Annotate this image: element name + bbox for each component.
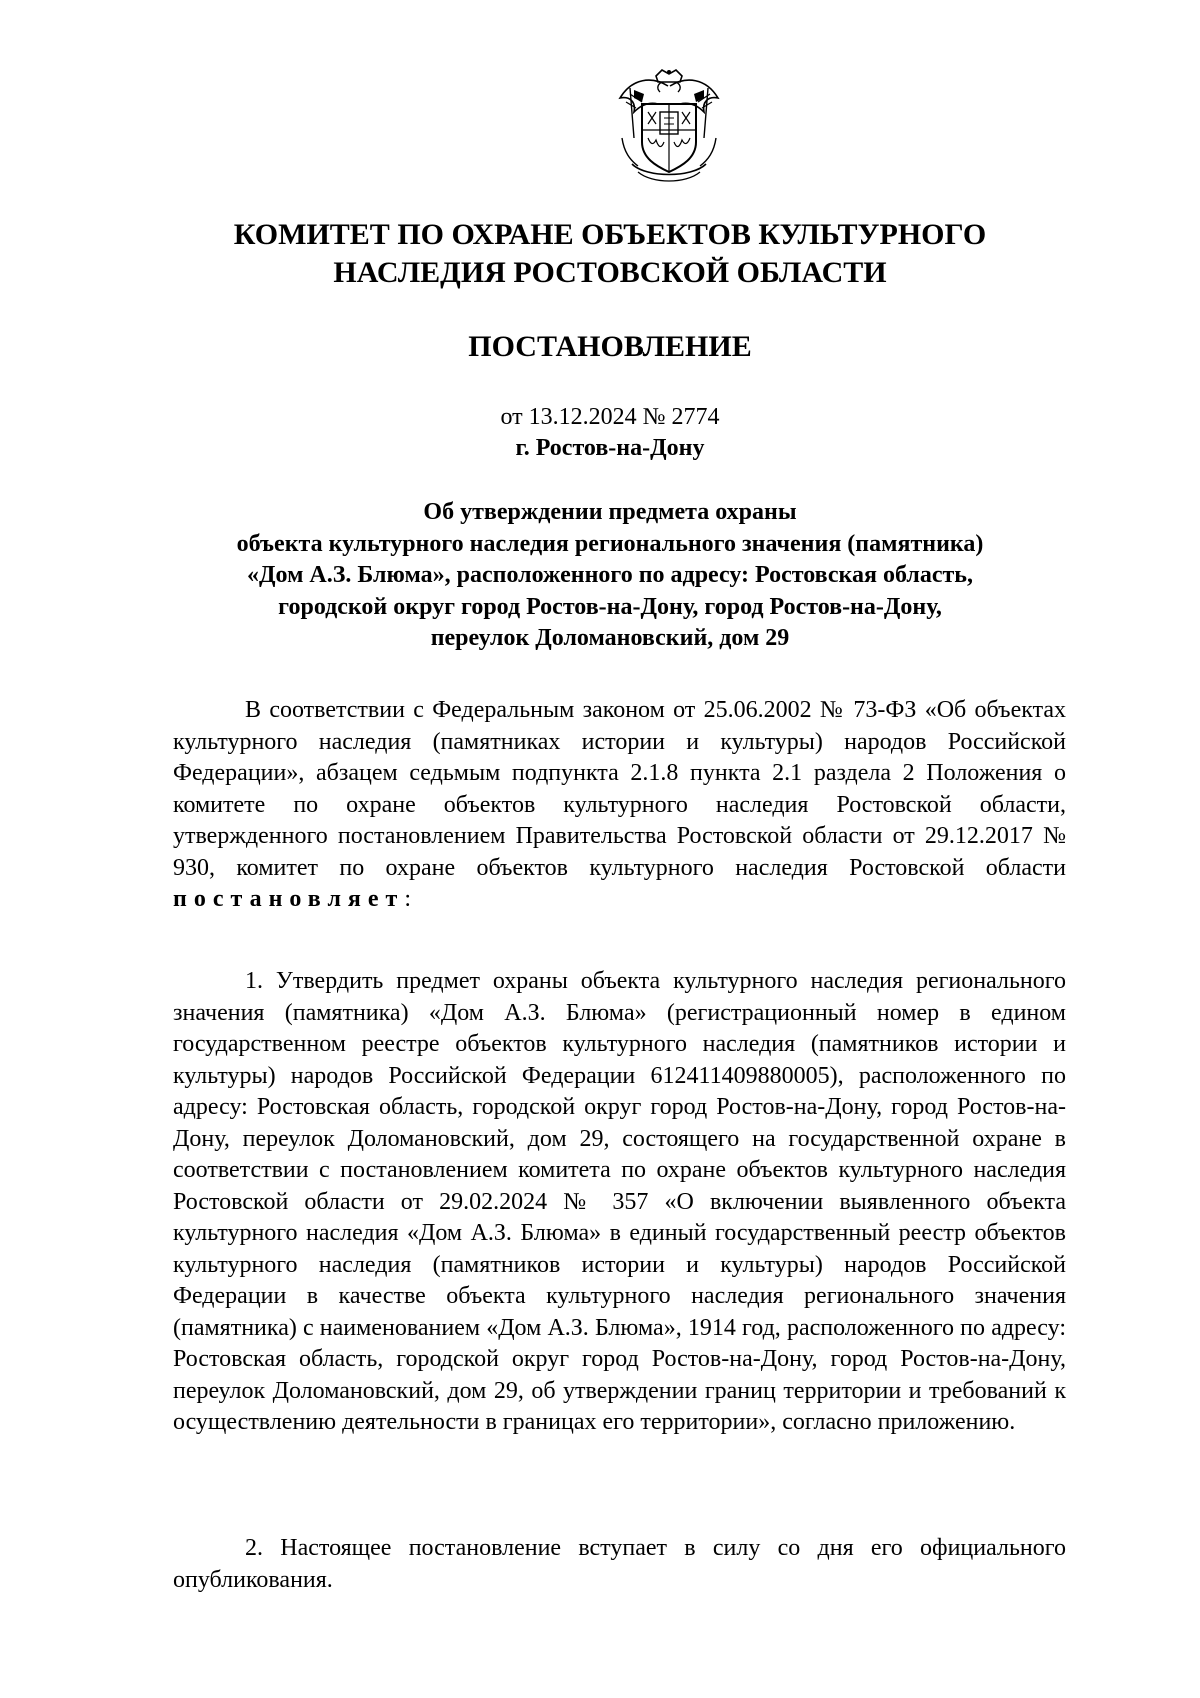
preamble-text: В соответствии с Федеральным законом от 25.06.2002 № 73-ФЗ «Об объектах культурного наследия (памятниках истории и культуры) народов Российской Федерации», абзацем седьмым подпункта 2.1.8 пункта 2.1 раздела 2 Положения о комитете по охране объектов культурного наследия Ростовской области, утвержденного постановлением Правительства Ростовской области от 29.12.2017 № 930, комитет по охране объектов культурного наследия Ростовской области xyxy=(173,697,1066,881)
organization-title-line1: КОМИТЕТ ПО ОХРАНЕ ОБЪЕКТОВ КУЛЬТУРНОГО xyxy=(233,218,987,251)
preamble-end: : xyxy=(404,886,411,912)
organization-title-line2: НАСЛЕДИЯ РОСТОВСКОЙ ОБЛАСТИ xyxy=(333,256,887,289)
organization-title xyxy=(150,216,1070,292)
subject-line-4: городской округ город Ростов-на-Дону, город Ростов-на-Дону, xyxy=(278,593,942,620)
coat-of-arms-icon xyxy=(612,68,726,186)
document-date-number: от 13.12.2024 № 2774 xyxy=(500,404,720,430)
item-2-paragraph: 2. Настоящее постановление вступает в силу со дня его официального опубликования. xyxy=(173,1535,1066,1593)
document-subject xyxy=(160,497,1060,655)
document-city: г. Ростов-на-Дону xyxy=(515,435,705,461)
preamble-verb: постановляет xyxy=(173,886,405,912)
subject-line-5: переулок Доломановский, дом 29 xyxy=(430,625,790,652)
subject-line-1: Об утверждении предмета охраны xyxy=(423,499,797,525)
subject-line-2: объекта культурного наследия регионального значения (памятника) xyxy=(236,530,984,557)
document-type: ПОСТАНОВЛЕНИЕ xyxy=(468,330,752,363)
subject-line-3: «Дом А.З. Блюма», расположенного по адресу: Ростовская область, xyxy=(247,562,973,589)
preamble-paragraph xyxy=(173,695,1066,916)
item-1-paragraph: 1. Утвердить предмет охраны объекта культурного наследия регионального значения (памятника) «Дом А.З. Блюма» (регистрационный номер в едином государственном реестре объектов культурного наследия (памятников истории и культуры) народов Российской Федерации 612411409880005), расположенного по адресу: Ростовская область, городской округ город Ростов-на-Дону, город Ростов-на-Дону, переулок Доломановский, дом 29, состоящего на государственной охране в соответствии с постановлением комитета по охране объектов культурного наследия Ростовской области от 29.02.2024 № 357 «О включении выявленного объекта культурного наследия «Дом А.З. Блюма» в единый государственный реестр объектов культурного наследия (памятников истории и культуры) народов Российской Федерации в качестве объекта культурного наследия регионального значения (памятника) с наименованием «Дом А.З. Блюма», 1914 год, расположенного по адресу: Ростовская область, городской округ город Ростов-на-Дону, город Ростов-на-Дону, переулок Доломановский, дом 29, об утверждении границ территории и требований к осуществлению деятельности в границах его территории», согласно приложению. xyxy=(173,968,1066,1435)
